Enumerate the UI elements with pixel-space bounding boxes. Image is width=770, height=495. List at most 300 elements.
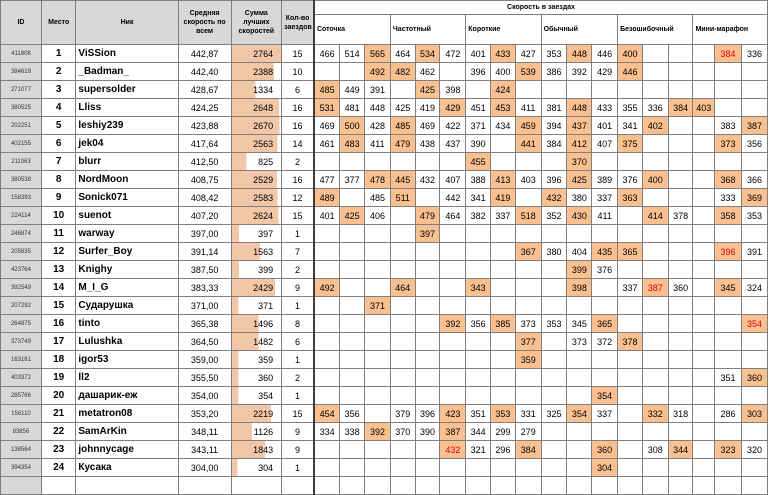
cell-speed[interactable]: 353	[491, 405, 516, 423]
cell-nick[interactable]: Lulushka	[76, 333, 178, 351]
cell-speed[interactable]	[365, 477, 391, 495]
cell-speed[interactable]: 372	[592, 333, 618, 351]
cell-speed[interactable]	[415, 333, 440, 351]
cell-speed[interactable]	[618, 423, 643, 441]
cell-speed[interactable]: 485	[390, 117, 415, 135]
cell-speed[interactable]: 366	[741, 171, 767, 189]
cell-id[interactable]: 246874	[1, 225, 42, 243]
cell-speed[interactable]: 438	[415, 135, 440, 153]
cell-speed[interactable]	[491, 153, 516, 171]
cell-speed[interactable]: 400	[491, 63, 516, 81]
cell-speed[interactable]: 392	[440, 315, 466, 333]
cell-speed[interactable]	[340, 369, 365, 387]
cell-speed[interactable]: 407	[440, 171, 466, 189]
cell-place[interactable]: 7	[41, 153, 75, 171]
cell-speed[interactable]	[365, 315, 391, 333]
cell-speed[interactable]: 308	[642, 441, 668, 459]
col-header-nick[interactable]: Ник	[76, 1, 178, 45]
cell-speed[interactable]	[541, 387, 567, 405]
cell-speed[interactable]: 371	[365, 297, 391, 315]
cell-speed[interactable]: 338	[340, 423, 365, 441]
cell-speed[interactable]	[541, 279, 567, 297]
cell-speed[interactable]	[415, 261, 440, 279]
cell-speed[interactable]: 472	[440, 45, 466, 63]
cell-speed[interactable]: 385	[491, 315, 516, 333]
cell-speed[interactable]: 341	[618, 117, 643, 135]
cell-speed[interactable]: 401	[466, 45, 491, 63]
cell-speed[interactable]	[693, 459, 715, 477]
cell-speed[interactable]	[440, 153, 466, 171]
cell-speed[interactable]: 384	[668, 99, 693, 117]
cell-speed[interactable]	[515, 459, 541, 477]
cell-speed[interactable]: 451	[466, 99, 491, 117]
cell-race-count[interactable]: 9	[282, 441, 314, 459]
cell-speed[interactable]: 469	[415, 117, 440, 135]
cell-speed[interactable]: 392	[567, 63, 592, 81]
cell-speed[interactable]	[340, 261, 365, 279]
cell-sum-speed[interactable]: 2670	[231, 117, 282, 135]
cell-speed[interactable]: 464	[390, 45, 415, 63]
cell-speed[interactable]: 514	[340, 45, 365, 63]
cell-speed[interactable]	[340, 315, 365, 333]
cell-speed[interactable]	[466, 81, 491, 99]
cell-speed[interactable]	[390, 243, 415, 261]
cell-nick[interactable]: metatron08	[76, 405, 178, 423]
cell-avg-speed[interactable]: 428,67	[178, 81, 231, 99]
cell-speed[interactable]: 341	[466, 189, 491, 207]
cell-speed[interactable]: 353	[541, 315, 567, 333]
cell-speed[interactable]	[715, 81, 742, 99]
cell-speed[interactable]: 377	[340, 171, 365, 189]
cell-speed[interactable]	[715, 423, 742, 441]
cell-speed[interactable]	[491, 459, 516, 477]
cell-speed[interactable]: 387	[642, 279, 668, 297]
cell-sum-speed[interactable]: 2388	[231, 63, 282, 81]
cell-race-count[interactable]: 12	[282, 189, 314, 207]
cell-speed[interactable]	[642, 243, 668, 261]
cell-speed[interactable]: 406	[365, 207, 391, 225]
cell-speed[interactable]	[314, 351, 340, 369]
cell-speed[interactable]: 299	[491, 423, 516, 441]
cell-speed[interactable]: 423	[440, 405, 466, 423]
cell-speed[interactable]: 392	[365, 423, 391, 441]
cell-speed[interactable]	[741, 99, 767, 117]
col-header-mode-obychny[interactable]: Обычный	[541, 15, 617, 45]
cell-speed[interactable]	[491, 369, 516, 387]
cell-avg-speed[interactable]: 383,33	[178, 279, 231, 297]
cell-speed[interactable]	[642, 351, 668, 369]
cell-race-count[interactable]	[282, 477, 314, 495]
cell-speed[interactable]: 414	[642, 207, 668, 225]
cell-speed[interactable]: 403	[515, 171, 541, 189]
cell-speed[interactable]	[642, 63, 668, 81]
cell-speed[interactable]	[592, 279, 618, 297]
cell-speed[interactable]	[567, 441, 592, 459]
cell-nick[interactable]: blurr	[76, 153, 178, 171]
cell-sum-speed[interactable]: 2648	[231, 99, 282, 117]
cell-speed[interactable]	[415, 369, 440, 387]
cell-sum-speed[interactable]: 397	[231, 225, 282, 243]
cell-speed[interactable]: 353	[541, 45, 567, 63]
cell-race-count[interactable]: 15	[282, 45, 314, 63]
cell-speed[interactable]	[365, 459, 391, 477]
cell-speed[interactable]: 400	[642, 171, 668, 189]
cell-place[interactable]: 5	[41, 117, 75, 135]
cell-nick[interactable]: SamArKin	[76, 423, 178, 441]
cell-speed[interactable]: 380	[541, 243, 567, 261]
cell-race-count[interactable]: 15	[282, 207, 314, 225]
cell-speed[interactable]: 464	[390, 279, 415, 297]
cell-nick[interactable]: NordMoon	[76, 171, 178, 189]
cell-speed[interactable]	[466, 225, 491, 243]
cell-speed[interactable]	[642, 189, 668, 207]
cell-speed[interactable]: 400	[618, 45, 643, 63]
cell-place[interactable]: 20	[41, 387, 75, 405]
cell-speed[interactable]	[668, 81, 693, 99]
cell-speed[interactable]	[365, 153, 391, 171]
cell-speed[interactable]	[440, 477, 466, 495]
cell-sum-speed[interactable]: 304	[231, 459, 282, 477]
cell-speed[interactable]: 370	[390, 423, 415, 441]
cell-id[interactable]: 202251	[1, 117, 42, 135]
cell-speed[interactable]	[693, 423, 715, 441]
col-header-place[interactable]: Место	[41, 1, 75, 45]
cell-speed[interactable]: 345	[567, 315, 592, 333]
cell-avg-speed[interactable]: 417,64	[178, 135, 231, 153]
cell-speed[interactable]: 413	[491, 171, 516, 189]
cell-speed[interactable]	[491, 225, 516, 243]
cell-speed[interactable]: 387	[440, 423, 466, 441]
cell-sum-speed[interactable]: 2563	[231, 135, 282, 153]
cell-speed[interactable]	[668, 153, 693, 171]
cell-race-count[interactable]: 6	[282, 81, 314, 99]
cell-speed[interactable]	[715, 477, 742, 495]
cell-speed[interactable]	[741, 225, 767, 243]
cell-speed[interactable]	[693, 117, 715, 135]
cell-speed[interactable]: 367	[515, 243, 541, 261]
cell-speed[interactable]	[592, 369, 618, 387]
cell-place[interactable]: 3	[41, 81, 75, 99]
cell-speed[interactable]	[618, 297, 643, 315]
cell-speed[interactable]	[592, 297, 618, 315]
cell-speed[interactable]	[715, 387, 742, 405]
cell-speed[interactable]: 477	[314, 171, 340, 189]
cell-speed[interactable]: 397	[415, 225, 440, 243]
cell-race-count[interactable]: 15	[282, 405, 314, 423]
cell-speed[interactable]: 424	[491, 81, 516, 99]
cell-speed[interactable]	[440, 279, 466, 297]
cell-speed[interactable]	[541, 81, 567, 99]
cell-speed[interactable]	[314, 153, 340, 171]
cell-speed[interactable]: 482	[390, 63, 415, 81]
cell-speed[interactable]	[741, 297, 767, 315]
cell-speed[interactable]: 368	[715, 171, 742, 189]
cell-speed[interactable]: 380	[567, 189, 592, 207]
cell-speed[interactable]	[314, 243, 340, 261]
cell-speed[interactable]: 356	[340, 405, 365, 423]
cell-speed[interactable]	[642, 225, 668, 243]
cell-speed[interactable]: 437	[567, 117, 592, 135]
cell-speed[interactable]	[515, 387, 541, 405]
cell-speed[interactable]	[618, 351, 643, 369]
cell-speed[interactable]	[314, 441, 340, 459]
cell-speed[interactable]	[642, 315, 668, 333]
cell-speed[interactable]: 337	[592, 405, 618, 423]
cell-nick[interactable]: tinto	[76, 315, 178, 333]
cell-id[interactable]: 380538	[1, 171, 42, 189]
cell-race-count[interactable]: 2	[282, 261, 314, 279]
cell-speed[interactable]: 387	[741, 117, 767, 135]
cell-place[interactable]: 1	[41, 45, 75, 63]
cell-speed[interactable]	[741, 333, 767, 351]
cell-speed[interactable]: 455	[466, 153, 491, 171]
cell-race-count[interactable]: 8	[282, 315, 314, 333]
cell-speed[interactable]	[491, 387, 516, 405]
cell-place[interactable]: 9	[41, 189, 75, 207]
cell-sum-speed[interactable]: 1482	[231, 333, 282, 351]
cell-speed[interactable]: 453	[491, 99, 516, 117]
cell-speed[interactable]: 454	[314, 405, 340, 423]
cell-nick[interactable]: ViSSion	[76, 45, 178, 63]
cell-speed[interactable]	[668, 333, 693, 351]
cell-race-count[interactable]: 1	[282, 351, 314, 369]
cell-speed[interactable]	[466, 477, 491, 495]
cell-speed[interactable]: 356	[741, 135, 767, 153]
cell-speed[interactable]	[567, 387, 592, 405]
col-header-mode-mini-marafon[interactable]: Мини-марафон	[693, 15, 768, 45]
cell-speed[interactable]	[466, 243, 491, 261]
cell-id[interactable]: 158393	[1, 189, 42, 207]
cell-speed[interactable]	[693, 189, 715, 207]
cell-speed[interactable]	[466, 333, 491, 351]
cell-speed[interactable]: 384	[715, 45, 742, 63]
cell-avg-speed[interactable]: 397,00	[178, 225, 231, 243]
cell-speed[interactable]	[314, 261, 340, 279]
cell-nick[interactable]: johnnycage	[76, 441, 178, 459]
cell-speed[interactable]	[592, 225, 618, 243]
cell-speed[interactable]	[741, 387, 767, 405]
cell-speed[interactable]: 365	[592, 315, 618, 333]
cell-nick[interactable]: Sonick071	[76, 189, 178, 207]
cell-speed[interactable]	[440, 333, 466, 351]
cell-speed[interactable]	[340, 387, 365, 405]
cell-speed[interactable]	[618, 387, 643, 405]
cell-sum-speed[interactable]	[231, 477, 282, 495]
cell-id[interactable]: 264875	[1, 315, 42, 333]
cell-speed[interactable]	[365, 369, 391, 387]
cell-speed[interactable]: 404	[567, 243, 592, 261]
cell-speed[interactable]	[515, 189, 541, 207]
cell-speed[interactable]	[693, 333, 715, 351]
cell-speed[interactable]: 419	[491, 189, 516, 207]
cell-speed[interactable]: 381	[541, 99, 567, 117]
cell-speed[interactable]: 332	[642, 405, 668, 423]
cell-nick[interactable]: warway	[76, 225, 178, 243]
cell-speed[interactable]	[715, 153, 742, 171]
cell-speed[interactable]: 469	[314, 117, 340, 135]
cell-speed[interactable]: 433	[491, 45, 516, 63]
cell-nick[interactable]: ll2	[76, 369, 178, 387]
cell-place[interactable]: 22	[41, 423, 75, 441]
cell-sum-speed[interactable]: 2429	[231, 279, 282, 297]
cell-speed[interactable]	[515, 369, 541, 387]
cell-speed[interactable]	[340, 351, 365, 369]
cell-speed[interactable]	[390, 261, 415, 279]
cell-speed[interactable]	[415, 297, 440, 315]
cell-speed[interactable]	[715, 99, 742, 117]
cell-id[interactable]: 163161	[1, 351, 42, 369]
cell-speed[interactable]	[693, 225, 715, 243]
cell-speed[interactable]: 442	[440, 189, 466, 207]
cell-speed[interactable]: 376	[618, 171, 643, 189]
cell-speed[interactable]	[741, 351, 767, 369]
cell-speed[interactable]	[314, 477, 340, 495]
cell-speed[interactable]	[693, 441, 715, 459]
cell-speed[interactable]: 411	[515, 99, 541, 117]
cell-speed[interactable]	[515, 279, 541, 297]
cell-speed[interactable]: 449	[340, 81, 365, 99]
cell-speed[interactable]	[340, 459, 365, 477]
cell-speed[interactable]: 432	[440, 441, 466, 459]
cell-speed[interactable]: 351	[715, 369, 742, 387]
cell-speed[interactable]: 461	[314, 135, 340, 153]
cell-avg-speed[interactable]: 371,00	[178, 297, 231, 315]
cell-speed[interactable]	[314, 225, 340, 243]
cell-speed[interactable]	[541, 351, 567, 369]
cell-speed[interactable]: 428	[365, 117, 391, 135]
cell-place[interactable]	[41, 477, 75, 495]
cell-speed[interactable]	[466, 387, 491, 405]
cell-place[interactable]: 21	[41, 405, 75, 423]
cell-place[interactable]: 4	[41, 99, 75, 117]
col-header-count[interactable]: Кол-во заездов	[282, 1, 314, 45]
cell-speed[interactable]: 323	[715, 441, 742, 459]
cell-speed[interactable]: 446	[618, 63, 643, 81]
cell-speed[interactable]: 304	[592, 459, 618, 477]
cell-speed[interactable]	[642, 459, 668, 477]
cell-speed[interactable]	[440, 369, 466, 387]
cell-speed[interactable]	[340, 297, 365, 315]
cell-speed[interactable]	[741, 63, 767, 81]
cell-speed[interactable]	[491, 243, 516, 261]
cell-speed[interactable]: 360	[741, 369, 767, 387]
cell-nick[interactable]: Surfer_Boy	[76, 243, 178, 261]
cell-nick[interactable]: leshiy239	[76, 117, 178, 135]
cell-speed[interactable]: 333	[715, 189, 742, 207]
cell-speed[interactable]	[567, 423, 592, 441]
cell-speed[interactable]: 398	[567, 279, 592, 297]
cell-speed[interactable]: 377	[515, 333, 541, 351]
cell-speed[interactable]	[541, 333, 567, 351]
cell-speed[interactable]: 354	[592, 387, 618, 405]
cell-speed[interactable]	[715, 333, 742, 351]
cell-place[interactable]: 16	[41, 315, 75, 333]
cell-speed[interactable]	[390, 225, 415, 243]
cell-speed[interactable]	[390, 351, 415, 369]
cell-speed[interactable]	[567, 477, 592, 495]
cell-speed[interactable]	[693, 387, 715, 405]
cell-speed[interactable]: 375	[618, 135, 643, 153]
cell-speed[interactable]: 343	[466, 279, 491, 297]
cell-speed[interactable]	[642, 297, 668, 315]
cell-place[interactable]: 13	[41, 261, 75, 279]
cell-speed[interactable]: 489	[314, 189, 340, 207]
cell-speed[interactable]	[693, 477, 715, 495]
cell-avg-speed[interactable]: 442,87	[178, 45, 231, 63]
cell-speed[interactable]: 432	[415, 171, 440, 189]
cell-speed[interactable]: 479	[390, 135, 415, 153]
cell-speed[interactable]	[340, 477, 365, 495]
cell-speed[interactable]	[618, 405, 643, 423]
cell-avg-speed[interactable]	[178, 477, 231, 495]
cell-speed[interactable]	[415, 351, 440, 369]
cell-sum-speed[interactable]: 2219	[231, 405, 282, 423]
cell-speed[interactable]	[668, 189, 693, 207]
cell-place[interactable]: 14	[41, 279, 75, 297]
cell-sum-speed[interactable]: 1843	[231, 441, 282, 459]
cell-speed[interactable]	[693, 81, 715, 99]
cell-speed[interactable]: 378	[668, 207, 693, 225]
cell-place[interactable]: 10	[41, 207, 75, 225]
cell-speed[interactable]: 432	[541, 189, 567, 207]
cell-speed[interactable]: 351	[466, 405, 491, 423]
cell-speed[interactable]: 492	[314, 279, 340, 297]
cell-speed[interactable]	[541, 153, 567, 171]
cell-sum-speed[interactable]: 359	[231, 351, 282, 369]
cell-speed[interactable]: 373	[715, 135, 742, 153]
cell-speed[interactable]	[415, 477, 440, 495]
cell-speed[interactable]	[440, 63, 466, 81]
cell-speed[interactable]	[491, 261, 516, 279]
cell-speed[interactable]	[515, 225, 541, 243]
cell-speed[interactable]	[390, 369, 415, 387]
cell-speed[interactable]	[668, 63, 693, 81]
cell-speed[interactable]: 296	[491, 441, 516, 459]
cell-id[interactable]: 207292	[1, 297, 42, 315]
cell-speed[interactable]	[541, 369, 567, 387]
cell-speed[interactable]: 399	[567, 261, 592, 279]
cell-speed[interactable]	[642, 81, 668, 99]
cell-avg-speed[interactable]: 407,20	[178, 207, 231, 225]
cell-sum-speed[interactable]: 825	[231, 153, 282, 171]
cell-speed[interactable]	[515, 261, 541, 279]
cell-race-count[interactable]: 1	[282, 459, 314, 477]
cell-nick[interactable]: igor53	[76, 351, 178, 369]
cell-speed[interactable]: 286	[715, 405, 742, 423]
cell-speed[interactable]: 345	[715, 279, 742, 297]
cell-speed[interactable]	[693, 261, 715, 279]
cell-speed[interactable]	[592, 351, 618, 369]
cell-speed[interactable]	[618, 153, 643, 171]
cell-speed[interactable]	[642, 387, 668, 405]
cell-speed[interactable]	[715, 63, 742, 81]
cell-race-count[interactable]: 1	[282, 387, 314, 405]
cell-speed[interactable]	[592, 477, 618, 495]
cell-speed[interactable]: 429	[440, 99, 466, 117]
cell-speed[interactable]: 539	[515, 63, 541, 81]
cell-speed[interactable]	[642, 153, 668, 171]
cell-speed[interactable]	[541, 459, 567, 477]
cell-place[interactable]: 18	[41, 351, 75, 369]
cell-speed[interactable]: 325	[541, 405, 567, 423]
cell-speed[interactable]: 390	[415, 423, 440, 441]
cell-speed[interactable]	[390, 81, 415, 99]
cell-speed[interactable]	[440, 297, 466, 315]
cell-speed[interactable]	[365, 387, 391, 405]
cell-speed[interactable]	[515, 153, 541, 171]
cell-speed[interactable]	[390, 153, 415, 171]
cell-speed[interactable]	[340, 333, 365, 351]
